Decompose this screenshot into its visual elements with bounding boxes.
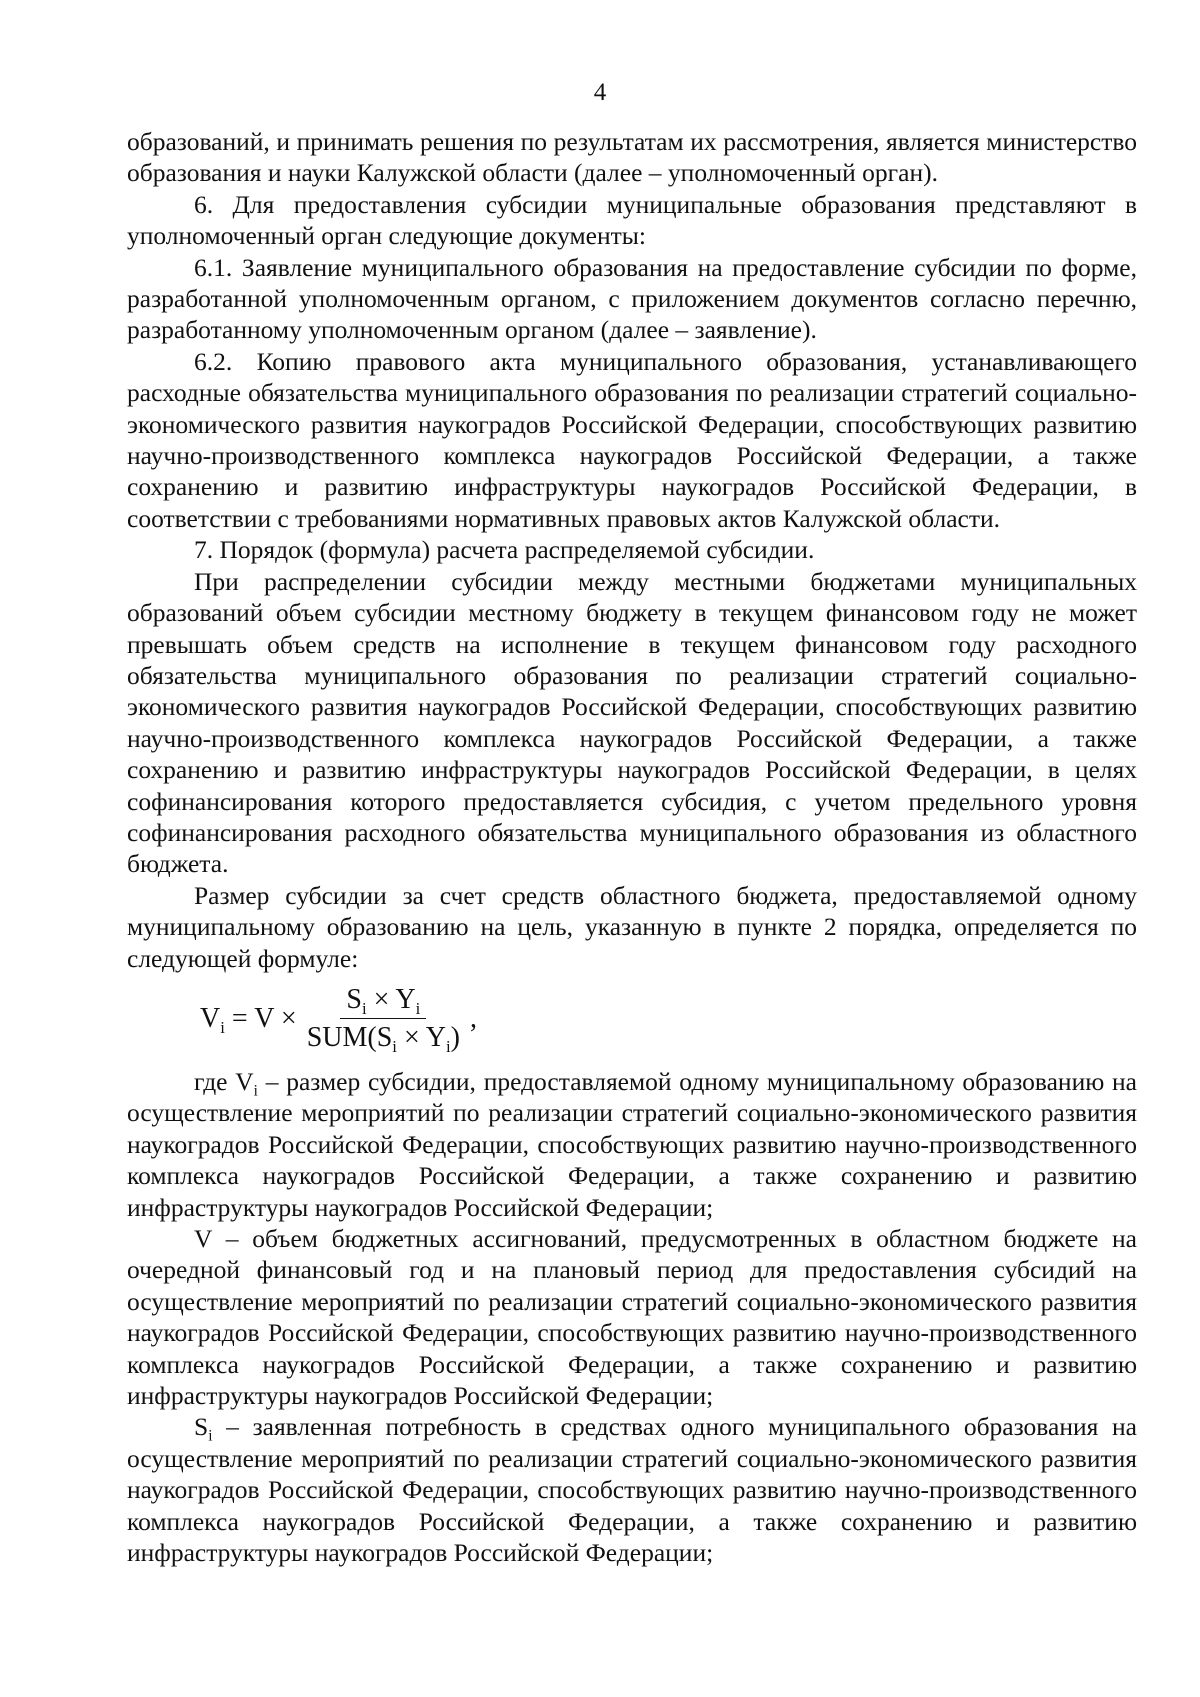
definition-si: $S_i$ – заявленная потребность в средствах одного муниципального образования на осуществление мероприятий по реализации стратегий социально-экономического развития наукоградов Российской Федерации, способствующих развитию научно-производственного комплекса наукоградов Российской Федерации, а также сохранению и развитию инфраструктуры наукоградов Российской Федерации; xyxy=(127,1412,1137,1568)
paragraph-continuation: образований, и принимать решения по результатам их рассмотрения, является министерство образования и науки Калужской области (далее – уполномоченный орган). xyxy=(127,127,1137,188)
formula-fraction xyxy=(301,983,466,1056)
paragraph-distribution: При распределении субсидии между местными бюджетами муниципальных образований объем субсидии местному бюджету в текущем финансовом году не может превышать объем средств на исполнение в текущем финансовом году расходного обязательства муниципального образования по реализации стратегий социально-экономического развития наукоградов Российской Федерации, способствующих развитию научно-производственного комплекса наукоградов Российской Федерации, а также сохранению и развитию инфраструктуры наукоградов Российской Федерации, в целях софинансирования которого предоставляется субсидия, с учетом предельного уровня софинансирования расходного обязательства муниципального образования из областного бюджета. xyxy=(127,566,1137,879)
paragraph-item-6: 6. Для предоставления субсидии муниципальные образования представляют в уполномоченный орган следующие документы: xyxy=(127,189,1137,251)
definition-vi: где $V_i$ – размер субсидии, предоставляемой одному муниципальному образованию на осуществление мероприятий по реализации стратегий социально-экономического развития наукоградов Российской Федерации, способствующих развитию научно-производственного комплекса наукоградов Российской Федерации, а также сохранению и развитию инфраструктуры наукоградов Российской Федерации; xyxy=(127,1066,1137,1222)
formula-denominator: $SUM(S_i \times Y_i)$ xyxy=(306,1021,460,1056)
paragraph-item-6-2: 6.2. Копию правового акта муниципального образования, устанавливающего расходные обязательства муниципального образования по реализации стратегий социально-экономического развития наукоградов Российской Федерации, способствующих развитию научно-производственного комплекса наукоградов Российской Федерации, а также сохранению и развитию инфраструктуры наукоградов Российской Федерации, в соответствии с требованиями нормативных правовых актов Калужской области. xyxy=(127,346,1137,533)
formula-numerator: $S_i \times Y_i$ xyxy=(340,986,426,1019)
subsidy-formula xyxy=(200,980,1137,1058)
formula-lhs: $V_i = V$ × xyxy=(200,1002,297,1037)
document-body xyxy=(127,126,1137,1568)
page-number: 4 xyxy=(593,79,607,106)
paragraph-item-6-1: 6.1. Заявление муниципального образования на предоставление субсидии по форме, разработанной уполномоченным органом, с приложением документов согласно перечню, разработанному уполномоченным органом (далее – заявление). xyxy=(127,252,1137,345)
paragraph-item-7: 7. Порядок (формула) расчета распределяемой субсидии. xyxy=(194,535,815,565)
paragraph-formula-intro: Размер субсидии за счет средств областного бюджета, предоставляемой одному муниципальному образованию на цель, указанную в пункте 2 порядка, определяется по следующей формуле: xyxy=(127,880,1137,973)
formula-comma: , xyxy=(469,1002,477,1034)
definition-v: V – объем бюджетных ассигнований, предусмотренных в областном бюджете на очередной финансовый год и на плановый период для предоставления субсидий на осуществление мероприятий по реализации стратегий социально-экономического развития наукоградов Российской Федерации, способствующих развитию научно-производственного комплекса наукоградов Российской Федерации, а также сохранению и развитию инфраструктуры наукоградов Российской Федерации; xyxy=(127,1224,1137,1411)
